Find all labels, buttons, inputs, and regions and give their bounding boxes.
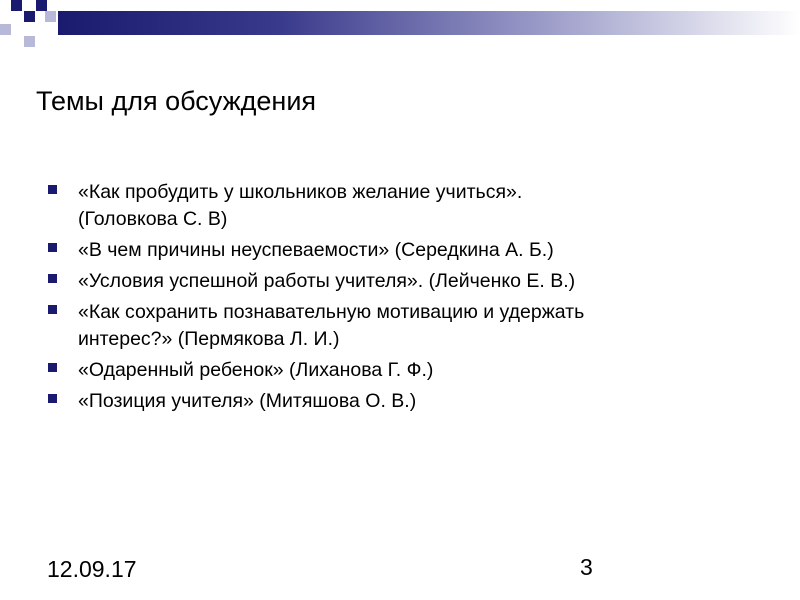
bullet-text-line: «Условия успешной работы учителя». (Лейченко Е. В.): [78, 270, 576, 292]
list-item: [48, 388, 688, 415]
bullet-text-line: «Как пробудить у школьников желание учиться».: [78, 181, 523, 203]
list-item: [48, 237, 688, 264]
deco-square: [0, 24, 11, 35]
bullet-text-line: «В чем причины неуспеваемости» (Середкина А. Б.): [78, 239, 554, 261]
bullet-list: [48, 179, 688, 419]
deco-square: [24, 36, 35, 47]
bullet-text-line: (Головкова С. В): [78, 208, 228, 230]
deco-square: [11, 0, 22, 11]
deco-square: [45, 11, 56, 22]
square-bullet-icon: [48, 363, 57, 372]
bullet-text-line: «Позиция учителя» (Митяшова О. В.): [78, 390, 417, 412]
deco-square: [24, 11, 35, 22]
list-item: [48, 268, 688, 295]
footer-date: 12.09.17: [47, 556, 137, 582]
slide-title: Темы для обсуждения: [36, 86, 317, 116]
list-item: [48, 357, 688, 384]
square-bullet-icon: [48, 305, 57, 314]
list-item: [48, 299, 688, 353]
square-bullet-icon: [48, 185, 57, 194]
square-bullet-icon: [48, 274, 57, 283]
page-number: 3: [580, 554, 593, 580]
deco-square: [36, 0, 47, 11]
square-bullet-icon: [48, 243, 57, 252]
bullet-text-line: «Одаренный ребенок» (Лиханова Г. Ф.): [78, 359, 434, 381]
bullet-text-line: интерес?» (Пермякова Л. И.): [78, 328, 340, 350]
header-bar: [58, 11, 800, 35]
bullet-text-line: «Как сохранить познавательную мотивацию и удержать: [78, 301, 585, 323]
square-bullet-icon: [48, 394, 57, 403]
list-item: [48, 179, 688, 233]
